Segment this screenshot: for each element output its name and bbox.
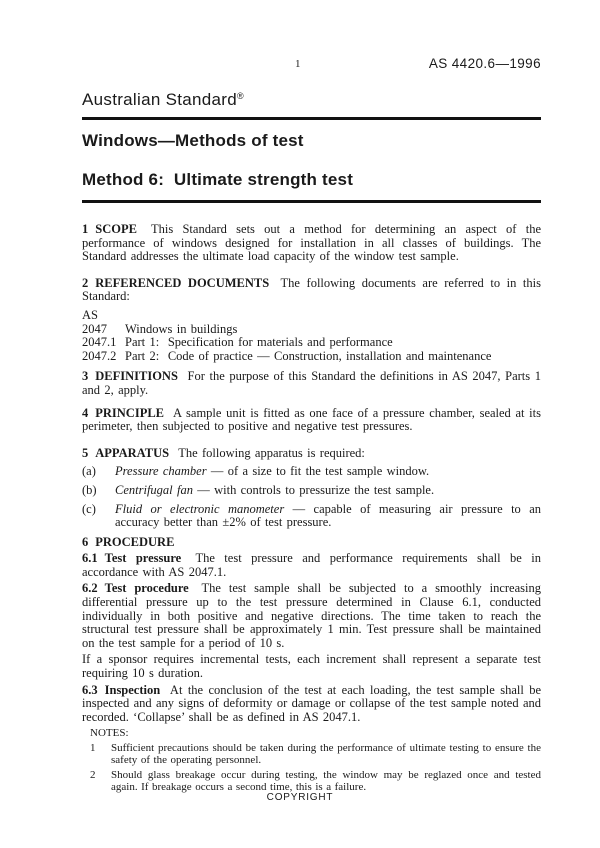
- section-scope: [82, 223, 541, 264]
- apparatus-term: Centrifugal fan: [115, 482, 193, 497]
- apparatus-item: [82, 484, 541, 498]
- note-text: Sufficient precautions should be taken during the performance of ultimate testing to ensure the safety of the operating personnel.: [111, 742, 541, 767]
- brand-text: Australian Standard: [82, 90, 238, 109]
- document-subtitle: Method 6: Ultimate strength test: [82, 170, 354, 189]
- subsection-number: 6.3: [82, 682, 98, 697]
- reference-list: [82, 309, 541, 363]
- document-code: AS 4420.6—1996: [428, 56, 541, 71]
- reference-code: 2047: [82, 321, 107, 336]
- section-number: 2: [82, 275, 89, 290]
- apparatus-item-label: (b): [82, 482, 97, 497]
- section-number: 4: [82, 405, 89, 420]
- apparatus-item: [82, 503, 541, 530]
- apparatus-item-body: [115, 465, 541, 479]
- notes-block: [90, 727, 541, 793]
- section-title: PROCEDURE: [95, 534, 175, 549]
- section-text: For the purpose of this Standard the definitions in AS 2047, Parts 1 and 2, apply.: [82, 369, 541, 397]
- note-item: [90, 769, 541, 793]
- apparatus-item-label: (c): [82, 501, 96, 516]
- page-number: 1: [295, 58, 301, 70]
- apparatus-item-body: [115, 503, 541, 530]
- section-title: APPARATUS: [95, 445, 170, 460]
- subsection-test-procedure-extra: If a sponsor requires incremental tests, each increment shall represent a separate test requiring 10 s duration.: [82, 652, 541, 681]
- subsection-inspection: [82, 684, 541, 725]
- section-number: 5: [82, 445, 89, 460]
- note-item: [90, 742, 541, 766]
- subsection-test-pressure: [82, 552, 541, 579]
- section-text: A sample unit is fitted as one face of a pressure chamber, sealed at its perimeter, then subjected to positive and negative test pressures.: [82, 405, 541, 434]
- apparatus-description: — with controls to pressurize the test sample.: [197, 482, 435, 497]
- apparatus-term: Fluid or electronic manometer: [115, 501, 285, 516]
- page-content: [82, 0, 541, 793]
- subsection-text: The test pressure and performance requirements shall be in accordance with AS 2047.1.: [82, 551, 541, 579]
- subsection-text: At the conclusion of the test at each loading, the test sample shall be inspected and any signs of deformity or damage or collapse of the test sample noted and recorded. ‘Collapse’ shall be as defined in AS 2047.1.: [82, 682, 542, 724]
- subsection-text: The test sample shall be subjected to a smoothly increasing differential pressure up to the test pressure determined in Clause 6.1, conducted individually in both positive and negative directions. The time taken to reach the structural test pressure shall be approximately 1 min. Test pressure shall be maintained on the test sample for a period of 10 s.: [82, 581, 541, 650]
- subsection-number: 6.1: [82, 551, 98, 566]
- subsection-number: 6.2: [82, 581, 98, 596]
- section-title: SCOPE: [95, 222, 137, 236]
- document-title: Windows—Methods of test: [82, 131, 304, 150]
- apparatus-item-body: [115, 484, 541, 498]
- section-procedure: [82, 536, 541, 550]
- subsection-title: Inspection: [104, 682, 161, 697]
- section-referenced-documents: [82, 277, 541, 304]
- section-text: The following documents are referred to in this Standard:: [82, 275, 541, 304]
- section-text: The following apparatus is required:: [178, 445, 365, 460]
- apparatus-description: — of a size to fit the test sample window.: [210, 464, 430, 479]
- reference-list-head: AS: [82, 307, 98, 322]
- note-number: 2: [90, 769, 96, 782]
- section-definitions: [82, 370, 541, 397]
- note-text: Should glass breakage occur during testing, the window may be reglazed once and tested again. If breakage occurs a second time, this is a failure.: [111, 769, 541, 794]
- note-number: 1: [90, 742, 96, 755]
- apparatus-item-label: (a): [82, 464, 96, 479]
- section-title: DEFINITIONS: [95, 369, 178, 384]
- section-text: This Standard sets out a method for determining an aspect of the performance of windows designed for installation in all classes of buildings. The Standard addresses the ultimate load capacity of the window test sample.: [82, 222, 541, 264]
- reference-row: [82, 350, 541, 364]
- subsection-test-procedure: [82, 582, 541, 650]
- apparatus-item: [82, 465, 541, 479]
- subsection-title: Test procedure: [104, 581, 189, 596]
- registered-trademark-symbol: ®: [237, 91, 244, 101]
- reference-code: 2047.1: [82, 335, 117, 350]
- reference-code: 2047.2: [82, 348, 117, 363]
- copyright-label: COPYRIGHT: [266, 792, 334, 803]
- section-principle: [82, 407, 541, 434]
- header-meta-row: [82, 56, 541, 71]
- section-number: 3: [82, 369, 89, 384]
- reference-description: Part 2: Code of practice — Construction, installation and maintenance: [125, 348, 492, 363]
- section-number: 6: [82, 534, 89, 549]
- horizontal-rule-top: [82, 117, 541, 120]
- reference-row: [82, 323, 541, 337]
- apparatus-description: — capable of measuring air pressure to an accuracy better than ±2% of test pressure.: [115, 501, 542, 530]
- reference-description: Part 1: Specification for materials and performance: [125, 335, 393, 350]
- horizontal-rule-bottom: [82, 200, 541, 203]
- notes-label: NOTES:: [90, 727, 129, 740]
- subsection-title: Test pressure: [104, 551, 182, 566]
- section-number: 1: [82, 222, 89, 236]
- reference-row: [82, 336, 541, 350]
- section-apparatus: [82, 447, 541, 461]
- apparatus-term: Pressure chamber: [115, 464, 207, 479]
- section-title: REFERENCED DOCUMENTS: [95, 275, 270, 290]
- document-body: [82, 223, 541, 793]
- publisher-brand: [82, 86, 541, 110]
- section-title: PRINCIPLE: [95, 405, 165, 420]
- reference-description: Windows in buildings: [125, 321, 238, 336]
